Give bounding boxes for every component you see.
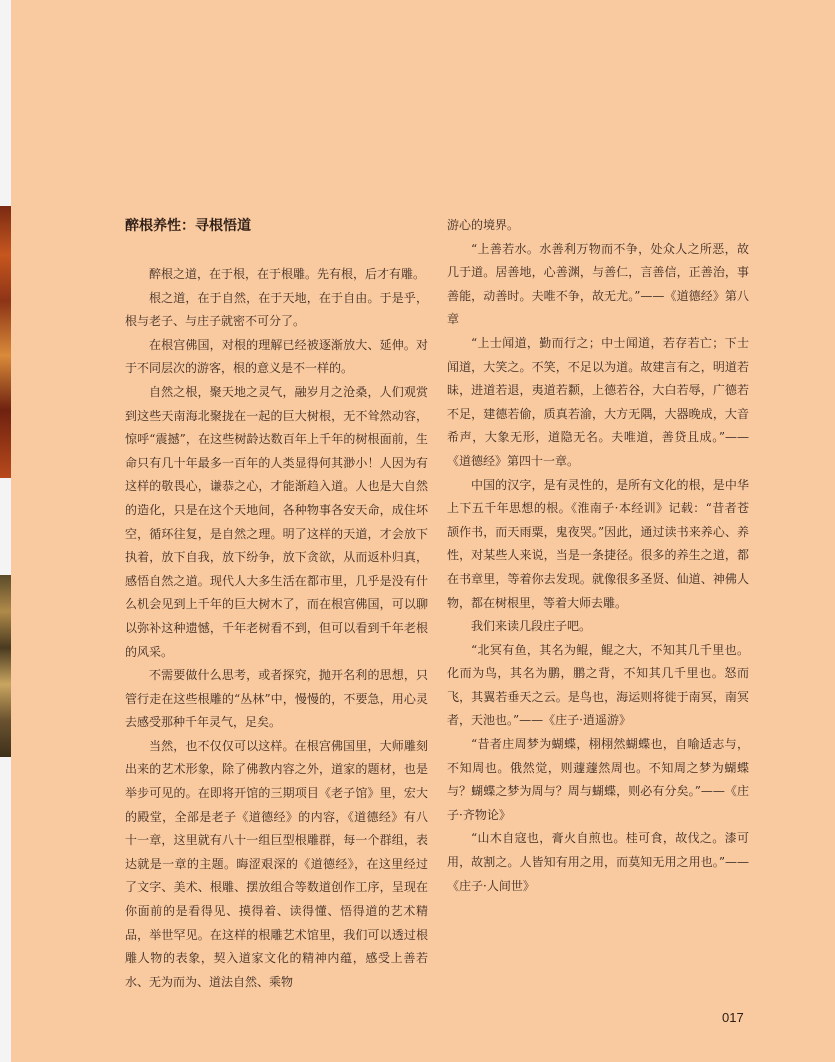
paragraph-continuation: 游心的境界。 [447,218,520,232]
quote-paragraph: “山木自寇也，膏火自煎也。桂可食，故伐之。漆可用，故割之。人皆知有用之用，而莫知无用之用也。”——《庄子·人间世》 [447,831,749,893]
paragraph: 当然，也不仅仅可以这样。在根宫佛国里，大师雕刻出来的艺术形象，除了佛教内容之外，道家的题材，也是举步可见的。在即将开馆的三期项目《老子馆》里，宏大的殿堂，全部是老子《道德经》的内容，《道德经》有八十一章，这里就有八十一组巨型根雕群，每一个群组，表达就是一章的主题。晦涩艰深的《道德经》，在这里经过了文字、美术、根雕、摆放组合等数道创作工序，呈现在你面前的是看得见、摸得着、读得懂、悟得道的艺术精品，举世罕见。在这样的根雕艺术馆里，我们可以透过根雕人物的表象，契入道家文化的精神内蕴，感受上善若水、无为而为、道法自然、乘物 [125,738,428,989]
quote-paragraph: “上士闻道，勤而行之；中士闻道，若存若亡；下士闻道，大笑之。不笑，不足以为道。故建言有之，明道若昧，进道若退，夷道若颣，上德若谷，大白若辱，广德若不足，建德若偷，质真若渝，大方无隅，大器晚成，大音希声，大象无形，道隐无名。夫唯道，善贷且成。”——《道德经》第四十一章。 [447,335,749,468]
paragraph: 根之道，在于自然，在于天地，在于自由。于是乎，根与老子、与庄子就密不可分了。 [125,290,428,329]
paragraph: 不需要做什么思考，或者探究，抛开名利的思想，只管行走在这些根雕的“丛林”中，慢慢的，不要急，用心灵去感受那种千年灵气，足矣。 [125,668,428,730]
quote-paragraph: “上善若水。水善利万物而不争，处众人之所恶，故几于道。居善地，心善渊，与善仁，言善信，正善治，事善能，动善时。夫唯不争，故无尤。”——《道德经》第八章 [447,241,749,327]
paragraph: 中国的汉字，是有灵性的，是所有文化的根，是中华上下五千年思想的根。《淮南子·本经训》记载：“昔者苍颉作书，而天雨粟，鬼夜哭。”因此，通过读书来养心、养性，对某些人来说，当是一条捷径。很多的养生之道，都在书章里，等着你去发现。就像很多圣贤、仙道、神佛人物，都在树根里，等着大师去雕。 [447,477,749,610]
paragraph: 我们来读几段庄子吧。 [471,619,592,634]
root-carving-photo-edge-2 [0,575,11,757]
paragraph: 醉根之道，在于根，在于根雕。先有根，后才有雕。 [149,267,426,281]
paragraph: 在根宫佛国，对根的理解已经被逐渐放大、延伸。对于不同层次的游客，根的意义是不一样的。 [125,337,428,376]
paragraph: 自然之根，聚天地之灵气，融岁月之沧桑，人们观赏到这些天南海北聚拢在一起的巨大树根，无不耸然动容，惊呼“震撼”，在这些树龄达数百年上千年的树根面前，生命只有几十年最多一百年的人类显得何其渺小！人因为有这样的敬畏心，谦恭之心，才能渐趋入道。人也是大自然的造化，只是在这个天地间，各种物事各安天命，成住坏空，循环往复，是自然之理。明了这样的天道，才会放下执着，放下自我，放下纷争，放下贪欲，从而返朴归真，感悟自然之道。现代人大多生活在都市里，几乎是没有什么机会见到上千年的巨大树木了，而在根宫佛国，可以聊以弥补这种遗憾，千年老树看不到，但可以看到千年老根的风采。 [125,384,428,659]
quote-paragraph: “北冥有鱼，其名为鲲，鲲之大，不知其几千里也。化而为鸟，其名为鹏，鹏之背，不知其几千里也。怒而飞，其翼若垂天之云。是鸟也，海运则将徙于南冥，南冥者，天池也。”——《庄子·逍遥游》 [447,642,749,728]
article-column-left [125,263,428,994]
left-margin-strip [0,0,11,1062]
page-number: 017 [722,1010,744,1025]
article-column-right [447,214,749,898]
section-title: 醉根养性：寻根悟道 [125,218,251,234]
root-carving-photo-edge [0,206,11,478]
quote-paragraph: “昔者庄周梦为蝴蝶，栩栩然蝴蝶也，自喻适志与，不知周也。俄然觉，则蘧蘧然周也。不知周之梦为蝴蝶与？蝴蝶之梦为周与？周与蝴蝶，则必有分矣。”——《庄子·齐物论》 [447,737,749,822]
